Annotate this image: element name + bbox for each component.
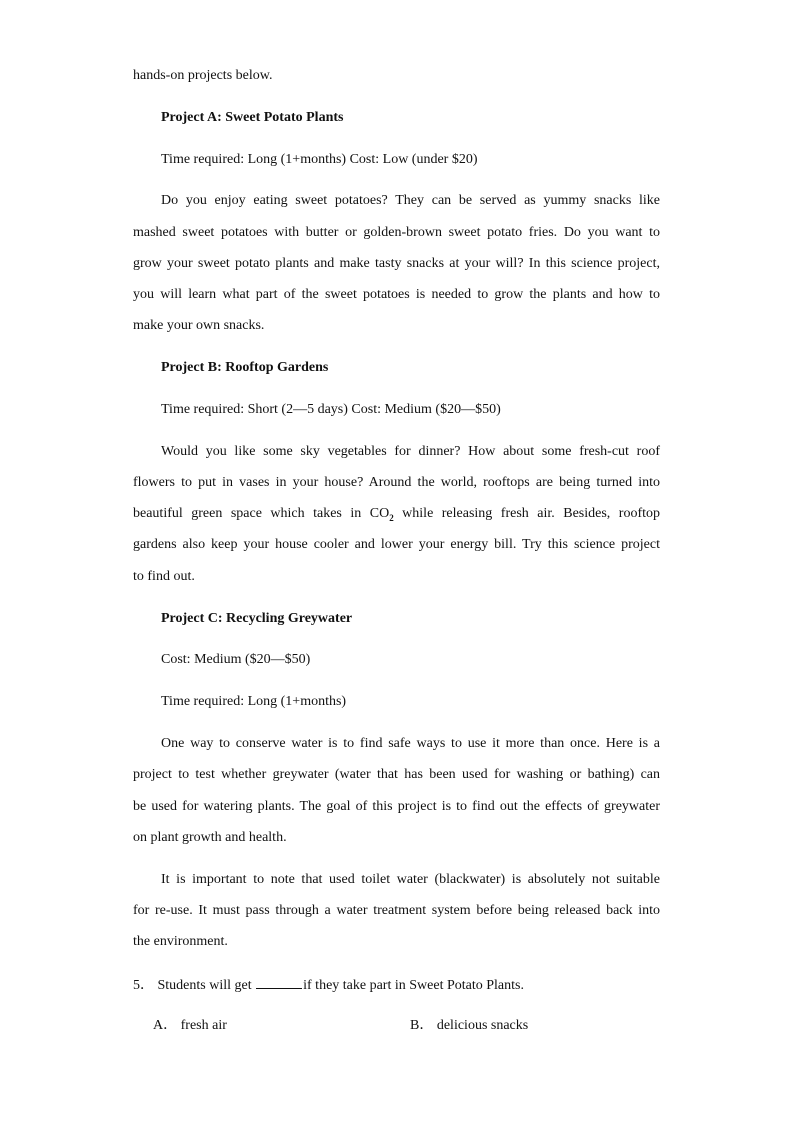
option-a[interactable] — [153, 1018, 227, 1034]
project-a-title: Project A: Sweet Potato Plants — [161, 110, 344, 125]
co2-text: beautiful green space which takes in CO — [133, 506, 390, 521]
intro-end-text: hands-on projects below. — [133, 68, 273, 83]
project-b-line: Would you like some sky vegetables for dinner? How about some fresh-cut roof — [161, 444, 660, 459]
project-a-line: mashed sweet potatoes with butter or golden-brown sweet potato fries. Do you want to — [133, 225, 660, 240]
project-a-meta: Time required: Long (1+months) Cost: Low (under $20) — [161, 152, 478, 167]
project-b-line: to find out. — [133, 569, 195, 584]
question-text-after: if they take part in Sweet Potato Plants. — [303, 978, 524, 993]
project-c-cost: Cost: Medium ($20—$50) — [161, 652, 311, 667]
co2-line-rest: while releasing fresh air. Besides, rooftop — [393, 506, 660, 521]
project-c-line: One way to conserve water is to find safe ways to use it more than once. Here is a — [161, 736, 660, 751]
project-a-line: Do you enjoy eating sweet potatoes? They can be served as yummy snacks like — [161, 193, 660, 208]
project-a-line: you will learn what part of the sweet potatoes is needed to grow the plants and how to — [133, 287, 660, 302]
option-a-text: fresh air — [180, 1018, 227, 1033]
project-a-line: grow your sweet potato plants and make tasty snacks at your will? In this science project, — [133, 256, 660, 271]
project-b-meta: Time required: Short (2—5 days) Cost: Medium ($20—$50) — [161, 402, 501, 417]
project-c-note-line: It is important to note that used toilet water (blackwater) is absolutely not suitable — [161, 872, 660, 887]
project-b-title: Project B: Rooftop Gardens — [161, 360, 329, 375]
project-b-line: gardens also keep your house cooler and lower your energy bill. Try this science project — [133, 537, 660, 552]
question-text-before: Students will get — [157, 978, 252, 993]
project-c-note-line: the environment. — [133, 934, 228, 949]
project-c-line: project to test whether greywater (water that has been used for washing or bathing) can — [133, 767, 660, 782]
question-number: 5． — [133, 978, 154, 993]
project-b-line-co2 — [133, 506, 660, 526]
option-b-letter: B． — [410, 1018, 434, 1033]
co2-subscript: 2 — [389, 512, 394, 523]
project-c-title: Project C: Recycling Greywater — [161, 611, 353, 626]
project-c-note-line: for re-use. It must pass through a water treatment system before being released back into — [133, 903, 660, 918]
project-c-line: on plant growth and health. — [133, 830, 287, 845]
option-a-letter: A． — [153, 1018, 178, 1033]
option-b[interactable] — [410, 1018, 528, 1034]
answer-blank — [256, 976, 302, 989]
question-5 — [133, 976, 524, 994]
option-b-text: delicious snacks — [436, 1018, 529, 1033]
project-c-line: be used for watering plants. The goal of this project is to find out the effects of greywater — [133, 799, 660, 814]
project-a-line: make your own snacks. — [133, 318, 265, 333]
project-b-line: flowers to put in vases in your house? Around the world, rooftops are being turned into — [133, 475, 660, 490]
project-c-time: Time required: Long (1+months) — [161, 694, 347, 709]
